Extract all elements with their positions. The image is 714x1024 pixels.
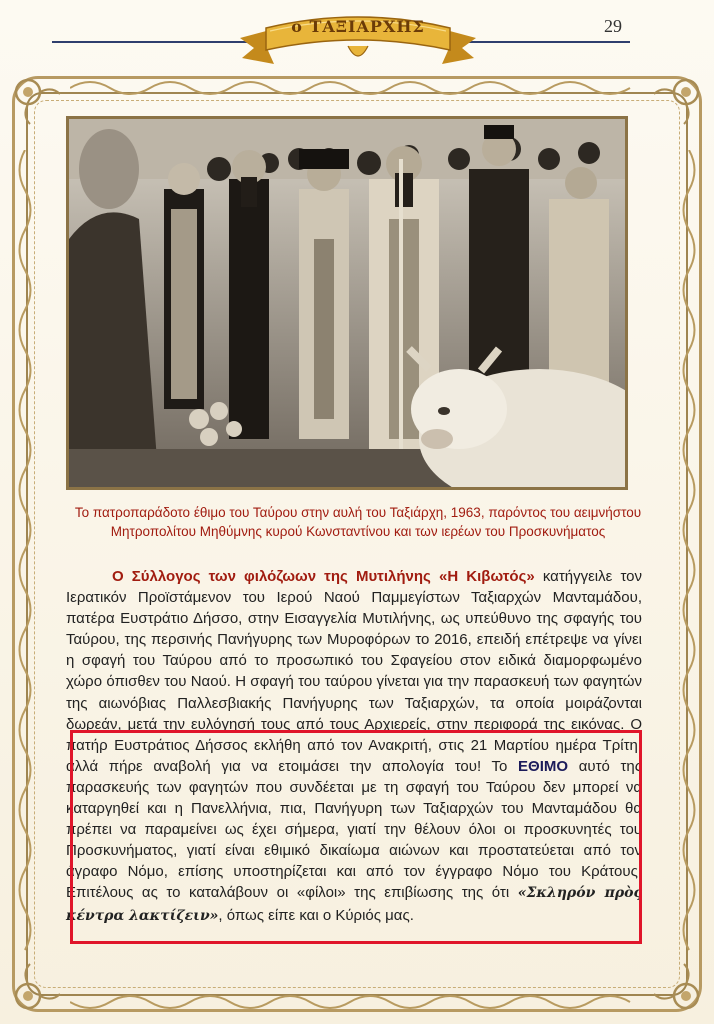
caption-line-1: Το πατροπαράδοτο έθιμο του Ταύρου στην αυλή του Ταξιάρχη, 1963, παρόντος του αειμνήστου [74, 505, 642, 520]
ethimo-emphasis: ΕΘΙΜΟ [518, 757, 569, 775]
corner-ornament-icon [8, 962, 62, 1016]
page-number: 29 [604, 16, 622, 36]
corner-ornament-icon [8, 72, 62, 126]
right-flourish-icon [678, 150, 700, 970]
caption-line-2: Μητροπολίτου Μηθύμνης κυρού Κωνσταντίνου και των ιερέων του Προσκυνήματος [110, 524, 606, 539]
photo-image [69, 119, 625, 487]
top-flourish-icon [70, 76, 644, 100]
corner-ornament-icon [652, 962, 706, 1016]
organization-name: Ο Σύλλογος των φιλόζωων της Μυτιλήνης «Η Κιβωτός» [112, 568, 535, 585]
bottom-flourish-icon [70, 990, 644, 1014]
magazine-title: ο ΤΑΞΙΑΡΧΗΣ [291, 17, 425, 36]
corner-ornament-icon [652, 72, 706, 126]
left-flourish-icon [14, 150, 36, 970]
article-text-part-1: κατήγγειλε τον Ιερατικόν Προϊστάμενον του Ιερού Ναού Παμμεγίστων Ταξιαρχών Μανταμάδου, πατέρα Ευστράτιο Δήσσο, στην Εισαγγελία Μυτιλήνης, ως υπεύθυνο της σφαγής του Ταύρου, της περσινής Πανήγυρης των Μυροφόρων το 2016, επειδή επέτρεψε να γίνει η σφαγή του Ταύρου από το προσωπικό του Σφαγείου στον ειδικά διαμορφωμένο χώρο όπισθεν του Ναού. Η σφαγή του ταύρου γίνεται για την παρασκευή των φαγητών της αιωνόβιας Παλλεσβιακής Πανήγυρης των Ταξιαρχών, τα οποία μοιράζονται δωρεάν, μετά την ευλόγησή τους από τους Αρχιερείς, στην περιφορά της εικόνας. Ο πατήρ Ευστράτιος Δήσσος εκλήθη από τον Ανακριτή, στις 21 Μαρτίου ημέρα Τρίτη, αλλά πήρε αναβολή για να ετοιμάσει την απολογία του! Το [66, 568, 643, 775]
biblical-quote: «Σκληρόν πρὸς κέντρα λακτίζειν» [66, 885, 642, 924]
photo-caption [60, 503, 656, 541]
article-text-part-3: , όπως είπε και ο Κύριός μας. [218, 906, 414, 924]
highlight-box [70, 730, 642, 944]
historic-photo [66, 116, 628, 490]
header-rule-left [52, 41, 260, 43]
article-text-part-2: αυτό της παρασκευής των φαγητών που συνδέεται με τη σφαγή του Ταύρου δεν μπορεί να καταργηθεί και η Πανελλήνια, πια, Πανήγυρη των Ταξιαρχών του Μανταμάδου θα πρέπει να παραμείνει ως έχει σήμερα, γιατί την θέλουν όλοι οι προσκυνητές του Προσκυνήματος, γιατί είναι εθιμικό δικαίωμα αιώνων και προστατεύεται από τον άγραφο Νόμο, επίσης υποστηρίζεται και από τον έγγραφο Νόμο του Κράτους! Επιτέλους ας το καταλάβουν οι «φίλοι» της επιβίωσης της ότι [66, 757, 642, 902]
